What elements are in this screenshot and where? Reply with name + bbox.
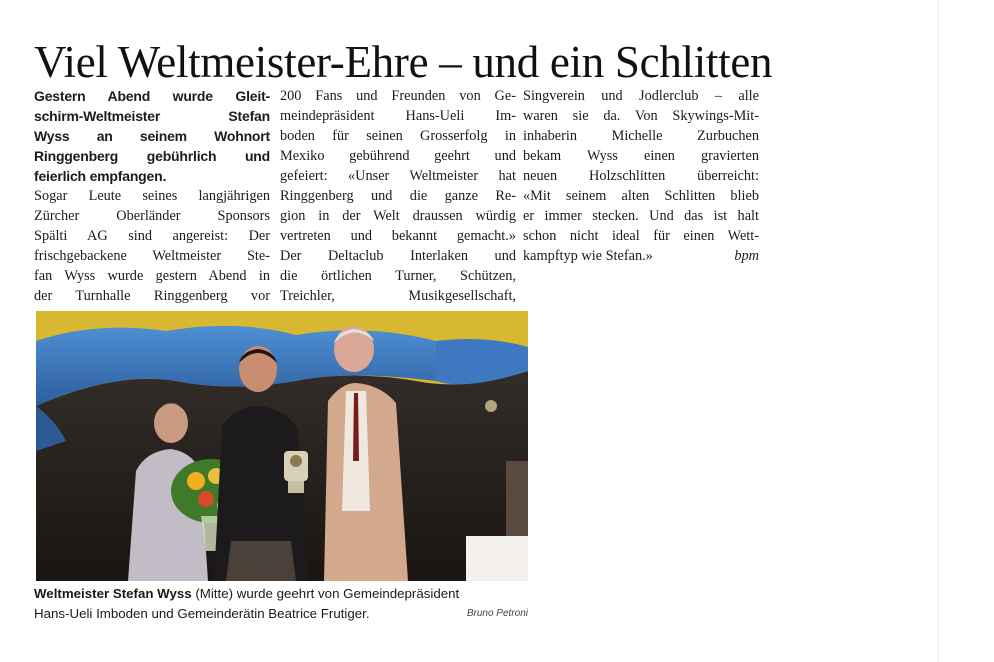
body-line: inhaberin Michelle Zurbuchen — [523, 128, 759, 144]
photo-credit: Bruno Petroni — [466, 608, 528, 619]
lead-line: schirm-Weltmeister Stefan — [34, 108, 270, 124]
photo-illustration — [36, 311, 528, 581]
body-line: kampftyp wie Stefan.» — [523, 248, 653, 264]
body-line: vertreten und bekannt gemacht.» — [280, 228, 516, 244]
body-line: meindepräsident Hans-Ueli Im- — [280, 108, 516, 124]
caption-text-line-2: Hans-Ueli Imboden und Gemeinderätin Beatrice Frutiger. — [34, 606, 370, 621]
lead-line: Gestern Abend wurde Gleit- — [34, 88, 270, 104]
article-body-col1 — [34, 186, 270, 306]
body-line: Der Deltaclub Interlaken und — [280, 248, 516, 264]
author-signature: bpm — [734, 248, 759, 264]
page-edge-rule — [938, 0, 939, 662]
body-line: frischgebackene Weltmeister Ste- — [34, 248, 270, 264]
body-line: Treichler, Musikgesellschaft, — [280, 288, 516, 304]
body-line: Spälti AG sind angereist: Der — [34, 228, 270, 244]
article-lead — [34, 86, 270, 186]
body-line: Zürcher Oberländer Sponsors — [34, 208, 270, 224]
lead-line: feierlich empfangen. — [34, 168, 167, 184]
article-closing-line — [523, 246, 759, 266]
body-line: bekam Wyss einen gravierten — [523, 148, 759, 164]
body-line: schon nicht ideal für einen Wett- — [523, 228, 759, 244]
body-line: neuen Holzschlitten überreicht: — [523, 168, 759, 184]
article-column-2 — [280, 86, 516, 306]
body-line: fan Wyss wurde gestern Abend in — [34, 268, 270, 284]
body-line: gion in der Welt draussen würdig — [280, 208, 516, 224]
body-line: Ringgenberg und die ganze Re- — [280, 188, 516, 204]
body-line: waren sie da. Von Skywings-Mit- — [523, 108, 759, 124]
caption-name: Weltmeister Stefan Wyss — [34, 586, 192, 601]
lead-line: Wyss an seinem Wohnort — [34, 128, 270, 144]
body-line: gefeiert: «Unser Weltmeister hat — [280, 168, 516, 184]
article-photo — [36, 311, 528, 581]
photo-caption — [34, 584, 528, 624]
article-column-1 — [34, 86, 270, 306]
body-line: die örtlichen Turner, Schützen, — [280, 268, 516, 284]
body-line: Mexiko gebührend geehrt und — [280, 148, 516, 164]
caption-text: (Mitte) wurde geehrt von Gemeindepräsident — [191, 586, 460, 601]
body-line: er immer stecken. Und das ist halt — [523, 208, 759, 224]
article-headline: Viel Weltmeister-Ehre – und ein Schlitten — [34, 37, 773, 87]
body-line: Singverein und Jodlerclub – alle — [523, 88, 759, 104]
body-line: Sogar Leute seines langjährigen — [34, 188, 270, 204]
body-line: boden für seinen Grosserfolg in — [280, 128, 516, 144]
lead-line: Ringgenberg gebührlich und — [34, 148, 270, 164]
article-column-3 — [523, 86, 759, 266]
body-line: 200 Fans und Freunden von Ge- — [280, 88, 516, 104]
body-line: der Turnhalle Ringgenberg vor — [34, 288, 270, 304]
body-line: «Mit seinem alten Schlitten blieb — [523, 188, 759, 204]
